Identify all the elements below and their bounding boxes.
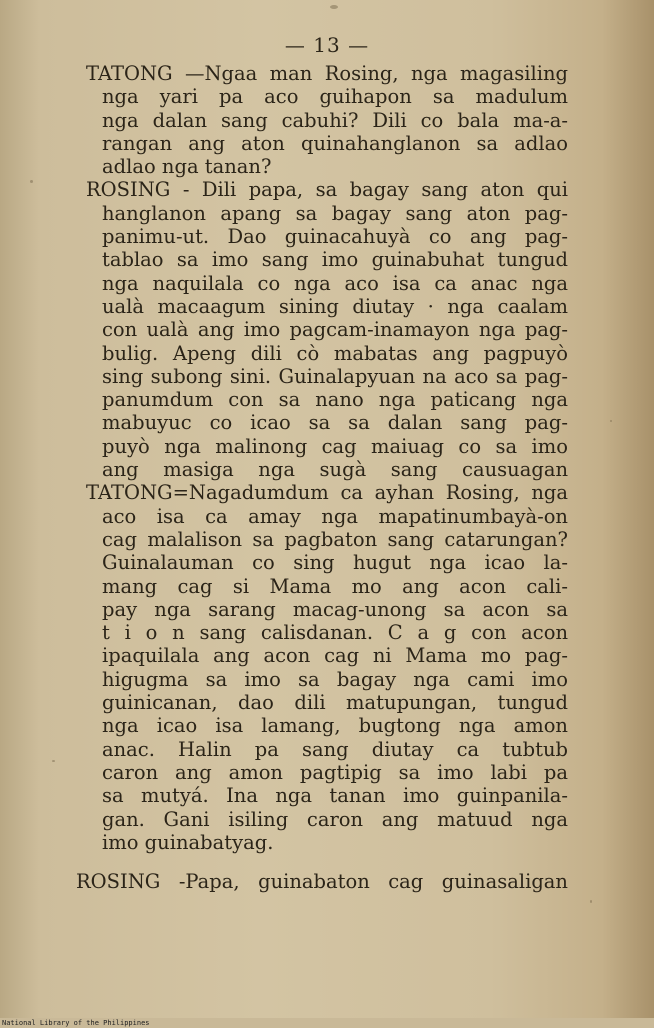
text-line: panumdum con sa nano nga paticang nga [102,388,568,412]
text-line: ROSING - Dili papa, sa bagay sang aton qui [86,178,568,202]
library-credit: National Library of the Philippines [2,1019,150,1027]
text-line: higugma sa imo sa bagay nga cami imo [102,667,568,691]
paper-speck [330,5,338,9]
paper-speck [30,180,33,183]
text-line: mabuyuc co icao sa sa dalan sang pag- [102,411,568,435]
text-line: gan. Gani isiling caron ang matuud nga [102,807,568,831]
dialogue-text [76,62,568,893]
text-line: tablao sa imo sang imo guinabuhat tungud [102,248,568,272]
text-line: ang masiga nga sugà sang causuagan [102,458,568,482]
paper-speck [610,420,612,422]
text-line: caron ang amon pagtipig sa imo labi pa [102,760,568,784]
text-line: TATONG —Ngaa man Rosing, nga magasiling [86,62,568,85]
text-line: mang cag si Mama mo ang acon cali- [102,574,568,598]
text-line: puyò nga malinong cag maiuag co sa imo [102,434,568,458]
text-line: adlao nga tanan? [102,155,272,179]
text-line: panimu-ut. Dao guinacahuyà co ang pag- [102,225,568,249]
text-line: ipaquilala ang acon cag ni Mama mo pag- [102,644,568,668]
text-line: aco isa ca amay nga mapatinumbayà-on [102,504,568,528]
paper-speck [590,900,592,903]
text-line: cag malalison sa pagbaton sang catarungan? [102,527,568,551]
text-line: anac. Halin pa sang diutay ca tubtub [102,737,568,761]
text-line: bulig. Apeng dili cò mabatas ang pagpuyò [102,341,568,365]
text-line: Guinalauman co sing hugut nga icao la- [102,551,568,575]
text-line: ROSING -Papa, guinabaton cag guinasaligan [76,870,568,894]
text-line: ualà macaagum sining diutay · nga caalam [102,294,568,318]
text-line: con ualà ang imo pagcam-inamayon nga pag- [102,318,568,342]
text-line: hanglanon apang sa bagay sang aton pag- [102,201,568,225]
paper-speck [52,760,55,762]
text-line: nga yari pa aco guihapon sa madulum [102,85,568,109]
text-line: nga dalan sang cabuhi? Dili co bala ma-a- [102,108,568,132]
text-line: pay nga sarang macag-unong sa acon sa [102,597,568,621]
text-line: TATONG=Nagadumdum ca ayhan Rosing, nga [86,481,568,505]
text-line: nga icao isa lamang, bugtong nga amon [102,714,568,738]
text-line: t i o n sang calisdanan. C a g con acon [102,621,568,645]
text-line: imo guinabatyag. [102,830,274,854]
text-line: guinicanan, dao dili matupungan, tungud [102,691,568,715]
page-number: — 13 — [284,33,370,57]
text-line: sa mutyá. Ina nga tanan imo guinpanila- [102,784,568,808]
text-line: sing subong sini. Guinalapyuan na aco sa pag- [102,364,568,388]
text-line: nga naquilala co nga aco isa ca anac nga [102,271,568,295]
text-line: rangan ang aton quinahanglanon sa adlao [102,131,568,155]
